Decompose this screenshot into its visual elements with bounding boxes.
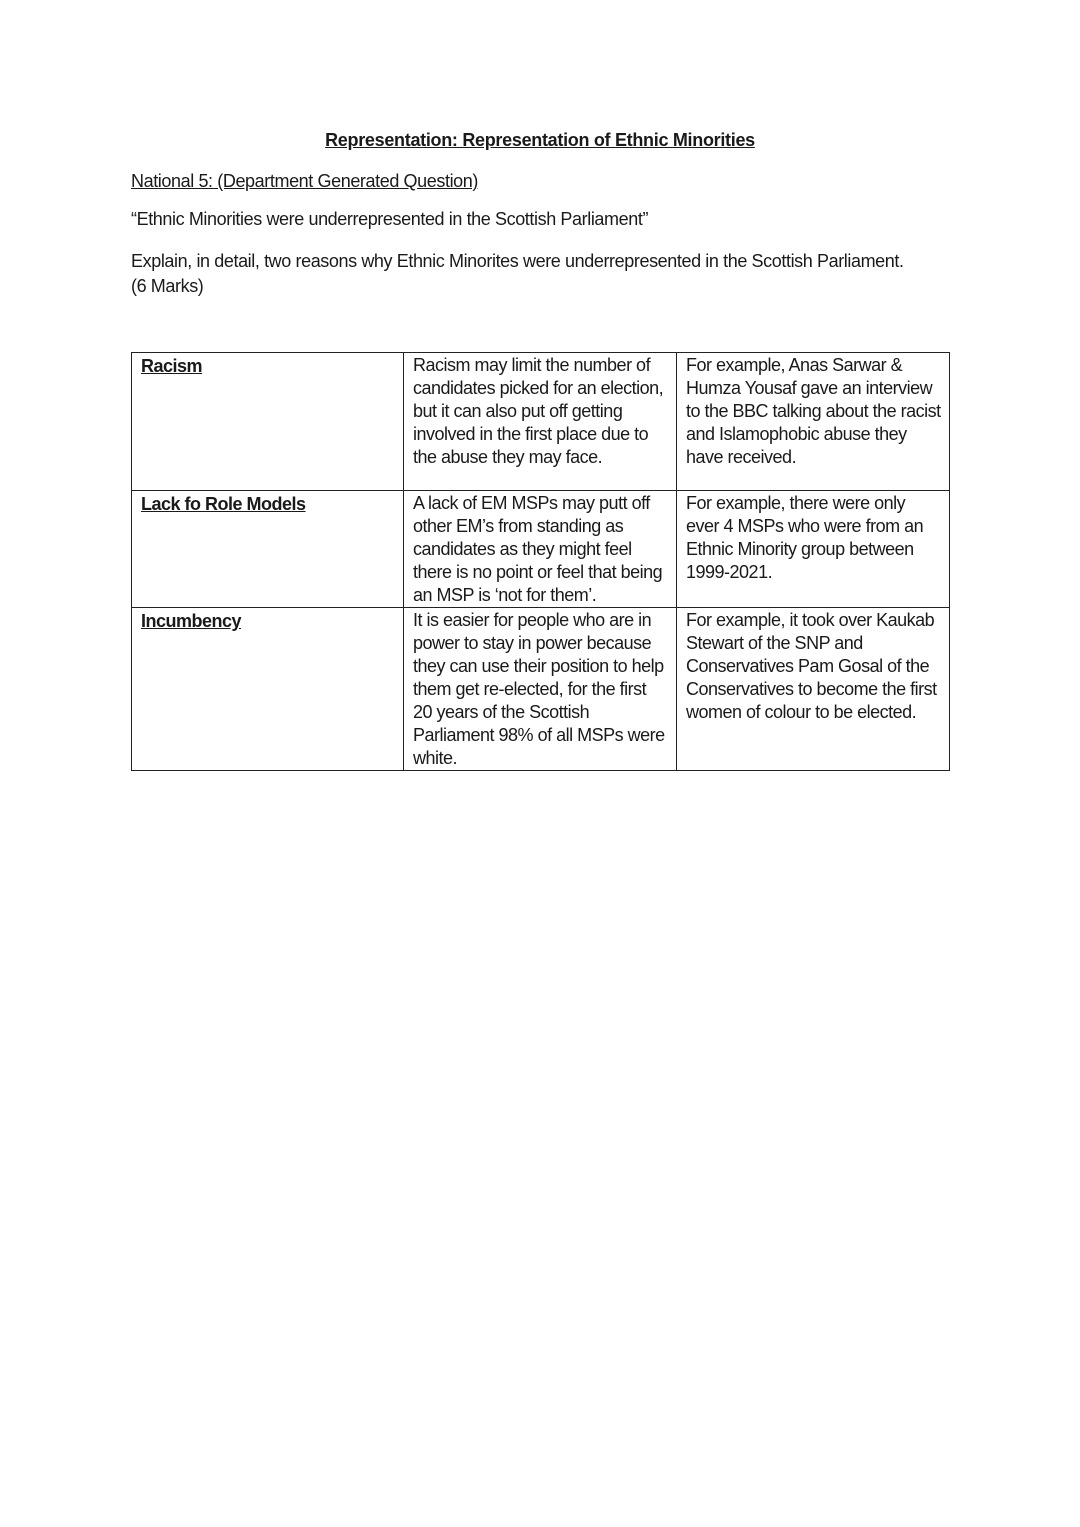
question-text: Explain, in detail, two reasons why Ethnic Minorites were underrepresented in the Scottish Parliament. xyxy=(131,251,904,271)
explanation-cell: A lack of EM MSPs may putt off other EM’s from standing as candidates as they might feel there is no point or feel that being an MSP is ‘not for them’. xyxy=(404,491,677,608)
example-cell: For example, Anas Sarwar & Humza Yousaf gave an interview to the BBC talking about the racist and Islamophobic abuse they have received. xyxy=(677,353,950,491)
table-row xyxy=(132,491,950,608)
answer-table xyxy=(131,352,950,771)
table-row xyxy=(132,353,950,491)
question-quote: “Ethnic Minorities were underrepresented in the Scottish Parliament” xyxy=(131,209,649,229)
reason-cell: Racism xyxy=(132,353,404,491)
explanation-cell: It is easier for people who are in power to stay in power because they can use their position to help them get re-elected, for the first 20 years of the Scottish Parliament 98% of all MSPs were white. xyxy=(404,608,677,771)
explanation-cell: Racism may limit the number of candidates picked for an election, but it can also put off getting involved in the first place due to the abuse they may face. xyxy=(404,353,677,491)
example-cell: For example, there were only ever 4 MSPs who were from an Ethnic Minority group between 1999-2021. xyxy=(677,491,950,608)
page-title: Representation: Representation of Ethnic Minorities xyxy=(325,130,755,150)
example-cell: For example, it took over Kaukab Stewart of the SNP and Conservatives Pam Gosal of the Conservatives to become the first women of colour to be elected. xyxy=(677,608,950,771)
table-row xyxy=(132,608,950,771)
question-prompt xyxy=(131,249,961,299)
reason-cell: Incumbency xyxy=(132,608,404,771)
question-marks: (6 Marks) xyxy=(131,276,204,296)
reason-cell: Lack fo Role Models xyxy=(132,491,404,608)
question-source: National 5: (Department Generated Question) xyxy=(131,171,478,191)
